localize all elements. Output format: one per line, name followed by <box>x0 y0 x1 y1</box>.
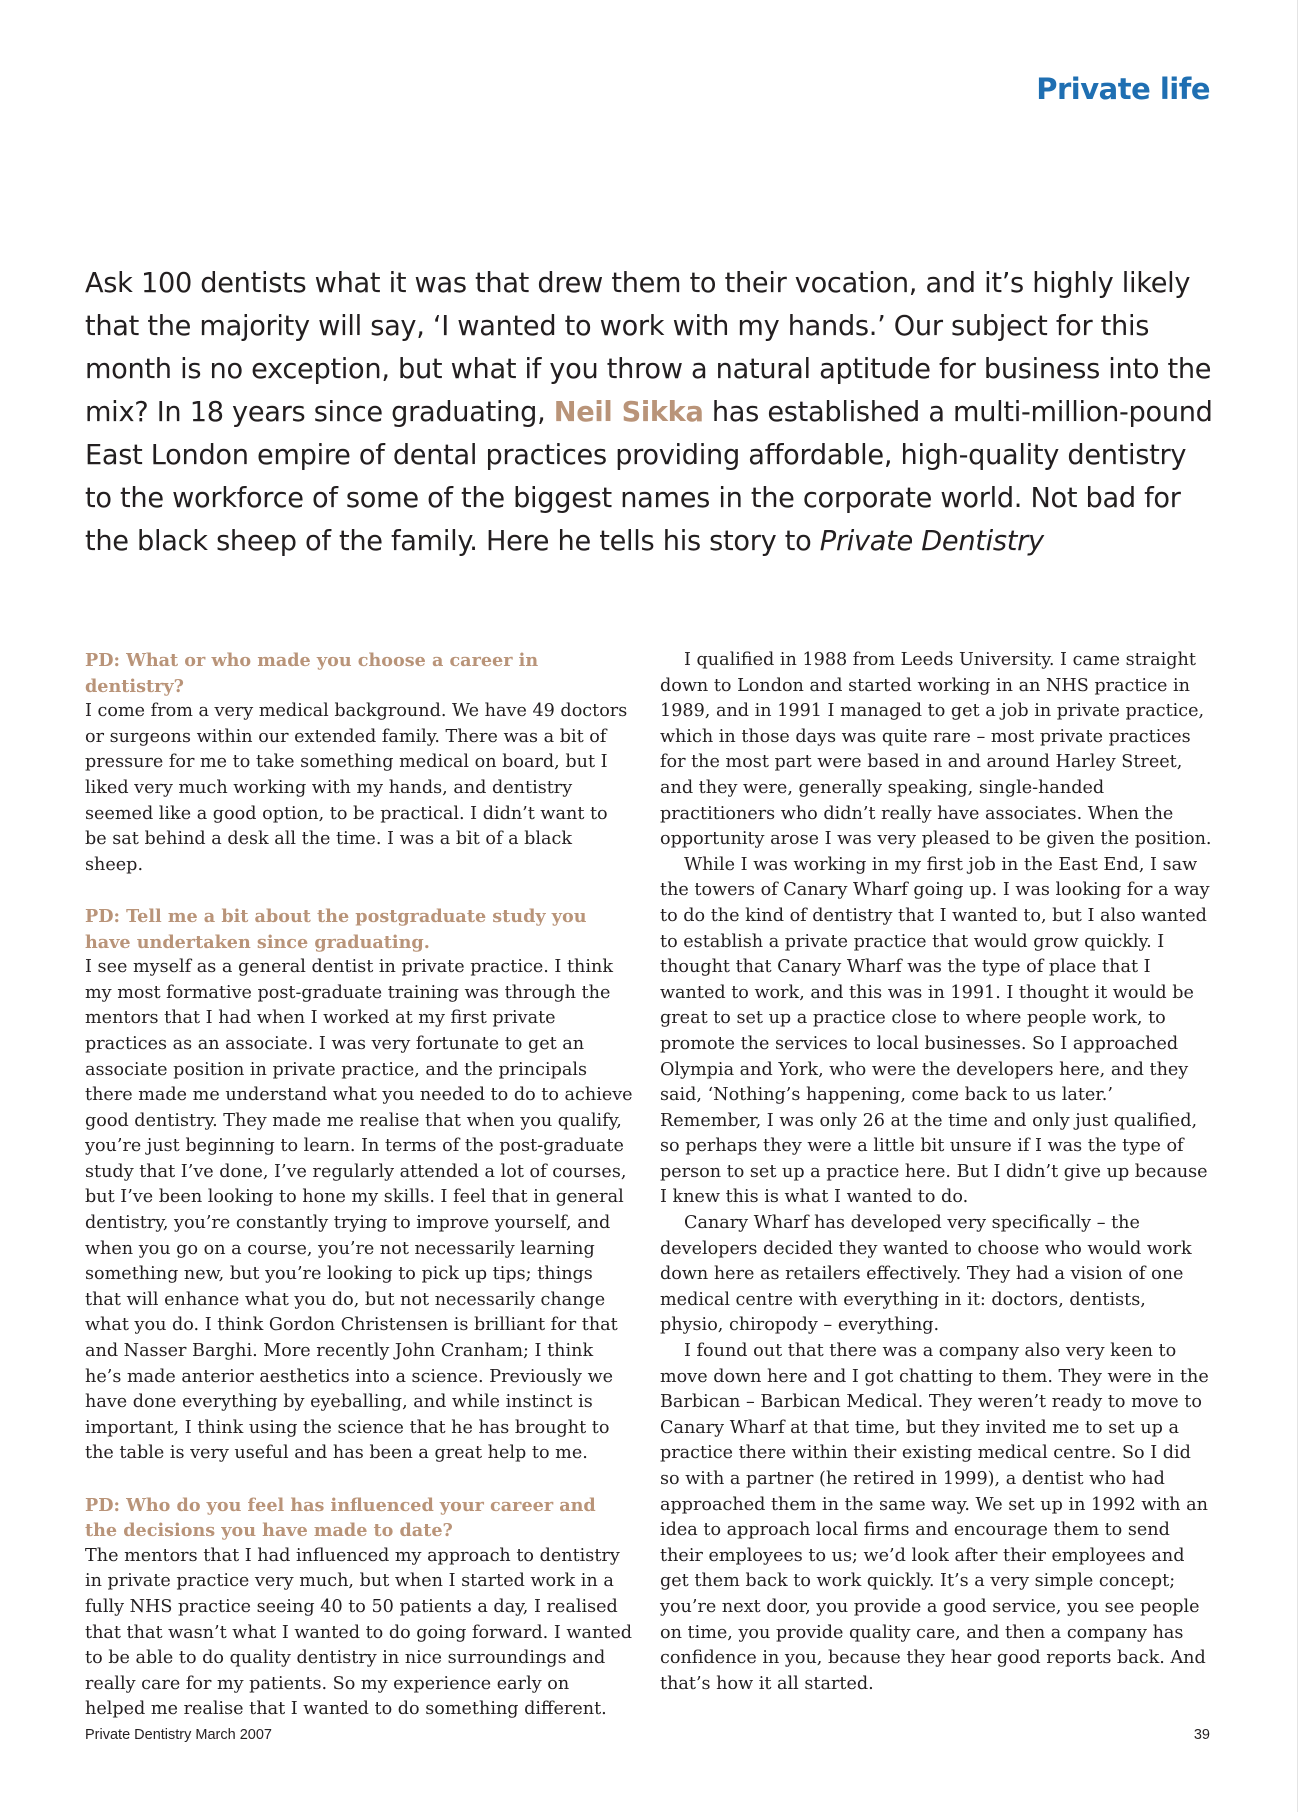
body-paragraph: I qualified in 1988 from Leeds University. I came straight down to London and started working in an NHS practice in 1989, and in 1991 I managed to get a job in private practice, which in those days was quite rare – most private practices for the most part were based in and around Harley Street, and they were, generally speaking, single-handed practitioners who didn’t really have associates. When the opportunity arose I was very pleased to be given the position. <box>660 650 1212 850</box>
question-heading: PD: Who do you feel has influenced your career and the decisions you have made to date? <box>85 1494 596 1542</box>
standfirst <box>85 262 1220 563</box>
body-paragraph: Canary Wharf has developed very specifically – the developers decided they wanted to choose who would work down here as retailers effectively. They had a vision of one medical centre with everything in it: doctors, dentists, physio, chiropody – everything. <box>660 1213 1192 1336</box>
publication-name: Private Dentistry <box>819 526 1044 557</box>
left-column <box>85 648 633 1749</box>
right-column <box>660 648 1212 1697</box>
answer-paragraph: I come from a very medical background. We have 49 doctors or surgeons within our extended family. There was a bit of pressure for me to take something medical on board, but I liked very much working with my hands, and dentistry seemed like a good option, to be practical. I didn’t want to be sat behind a desk all the time. I was a bit of a black sheep. <box>85 701 628 875</box>
question-heading: PD: What or who made you choose a career in dentistry? <box>85 650 539 697</box>
answer-paragraph: The mentors that I had influenced my approach to dentistry in private practice very much, but when I started work in a fully NHS practice seeing 40 to 50 patients a day, I realised that that wasn’t what I wanted to do going forward. I wanted to be able to do quality dentistry in nice surroundings and really care for my patients. So my experience early on helped me realise that I wanted to do something different. <box>85 1545 633 1720</box>
footer-page-number: 39 <box>1193 1727 1210 1743</box>
page-edge-rule <box>1297 0 1298 1812</box>
standfirst-body: has established a multi-million-pound East London empire of dental practices providing affordable, high-quality dentistry to the workforce of some of the biggest names in the corporate world. Not bad for the black sheep of the family. Here he tells his story to <box>85 397 1213 557</box>
footer-publication-issue: Private Dentistry March 2007 <box>85 1727 272 1743</box>
body-paragraph: I found out that there was a company also very keen to move down here and I got chatting to them. They were in the Barbican – Barbican Medical. They weren’t ready to move to Canary Wharf at that time, but they invited me to set up a practice there within their existing medical centre. So I did so with a partner (he retired in 1999), a dentist who had approached them in the same way. We set up in 1992 with an idea to approach local firms and encourage them to send their employees to us; we’d look after their employees and get them back to work quickly. It’s a very simple concept; you’re next door, you provide a good service, you see people on time, you provide quality care, and then a company has confidence in you, because they hear good reports back. And that’s how it all started. <box>660 1341 1209 1694</box>
section-label: Private life <box>1036 72 1210 106</box>
qa-block-influences <box>85 1493 633 1723</box>
qa-block-career-choice <box>85 648 633 878</box>
answer-paragraph: I see myself as a general dentist in private practice. I think my most formative post-graduate training was through the mentors that I had when I worked at my first private practices as an associate. I was very fortunate to get an associate position in private practice, and the principals there made me understand what you needed to do to achieve good dentistry. They made me realise that when you qualify, you’re just beginning to learn. In terms of the post-graduate study that I’ve done, I’ve regularly attended a lot of courses, but I’ve been looking to hone my skills. I feel that in general dentistry, you’re constantly trying to improve yourself, and when you go on a course, you’re not necessarily learning something new, but you’re looking to pick up tips; things that will enhance what you do, but not necessarily change what you do. I think Gordon Christensen is brilliant for that and Nasser Barghi. More recently John Cranham; I think he’s made anterior aesthetics into a science. Previously we have done everything by eyeballing, and while instinct is important, I think using the science that he has brought to the table is very useful and has been a great help to me. <box>85 957 633 1464</box>
interviewee-name: Neil Sikka <box>553 397 704 428</box>
qa-block-postgraduate-study <box>85 904 633 1467</box>
standfirst-intro: Ask 100 dentists what it was that drew them to their vocation, and it’s highly likely that the majority will say, ‘I wanted to work with my hands.’ Our subject for this month is no exception, but what if you throw a natural aptitude for business into the mix? In 18 years since graduating, <box>85 268 1212 428</box>
question-heading: PD: Tell me a bit about the postgraduate study you have undertaken since graduating. <box>85 905 587 953</box>
body-paragraph: While I was working in my first job in the East End, I saw the towers of Canary Wharf going up. I was looking for a way to do the kind of dentistry that I wanted to, but I also wanted to establish a private practice that would grow quickly. I thought that Canary Wharf was the type of place that I wanted to work, and this was in 1991. I thought it would be great to set up a practice close to where people work, to promote the services to local businesses. So I approached Olympia and York, who were the developers here, and they said, ‘Nothing’s happening, come back to us later.’ Remember, I was only 26 at the time and only just qualified, so perhaps they were a little bit unsure if I was the type of person to set up a practice here. But I didn’t give up because I knew this is what I wanted to do. <box>660 854 1210 1208</box>
